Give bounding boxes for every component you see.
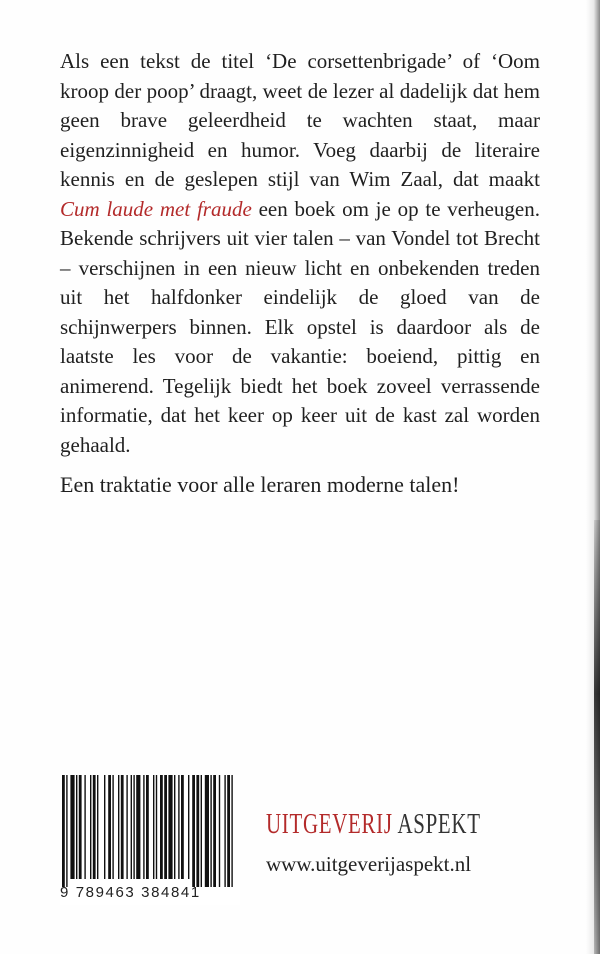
barcode-bar (143, 775, 144, 879)
barcode-bar (108, 775, 111, 879)
barcode-bar (104, 775, 105, 879)
barcode-bar (213, 775, 216, 887)
barcode-bar (174, 775, 175, 879)
blurb-text-part1: Als een tekst de titel ‘De corsettenbrigade’ of ‘Oom kroop der poop’ draagt, weet de lezer al dadelijk dat hem geen brave geleerdheid te wachten staat, maar eigenzinnigheid en humor. Voeg daarbij de literaire kennis en de geslepen stijl van Wim Zaal, dat maakt (60, 49, 540, 191)
barcode-bar (231, 775, 232, 887)
blurb-text-part2: een boek om je op te verheugen. Bekende schrijvers uit vier talen – van Vondel tot Brecht – verschijnen in een nieuw licht en onbekenden treden uit het halfdonker eindelijk de gloed van de schijnwerpers binnen. Elk opstel is daardoor als de laatste les voor de vakantie: boeiend, pittig en animerend. Tegelijk biedt het boek zoveel verrassende informatie, dat het keer op keer uit de kast zal worden gehaald. (60, 196, 540, 457)
barcode-bar (112, 775, 113, 879)
barcode-bar (121, 775, 124, 879)
book-title-italic: Cum laude met fraude (60, 196, 252, 221)
barcode-bar (178, 775, 179, 879)
barcode-bar (192, 775, 195, 887)
barcode-bar (97, 775, 98, 879)
barcode-bar (90, 775, 91, 879)
barcode-bar (93, 775, 96, 879)
barcode-bar (168, 775, 172, 879)
barcode-bar (131, 775, 132, 879)
barcode-bar (227, 775, 230, 887)
barcode-bar (224, 775, 225, 887)
publisher-name-part1: UITGEVERIJ (266, 808, 393, 840)
barcode-bar (66, 775, 67, 887)
barcode-bar (196, 775, 199, 887)
barcode-bar (160, 775, 163, 879)
tagline: Een traktatie voor alle leraren moderne talen! (60, 472, 460, 497)
barcode-bar (156, 775, 157, 879)
barcode-bar (205, 775, 209, 887)
barcode-bar (133, 775, 134, 879)
barcode-bar (188, 775, 189, 879)
page-edge-shadow (586, 0, 600, 954)
blurb-paragraph (60, 47, 540, 460)
barcode-bar (146, 775, 149, 879)
publisher-website: www.uitgeverijaspekt.nl (266, 852, 472, 876)
barcode-bar (62, 775, 65, 887)
barcode-bar (118, 775, 119, 879)
barcode-bar (164, 775, 167, 879)
barcode-bar (70, 775, 74, 879)
barcode-bar (181, 775, 184, 879)
barcode-bar (201, 775, 202, 887)
barcode-bars (60, 775, 240, 887)
isbn-number: 9 789463 384841 (60, 884, 201, 901)
publisher-logo (266, 808, 481, 841)
barcode-bar (136, 775, 140, 879)
barcode-bar (84, 775, 85, 879)
barcode-bar (210, 775, 211, 887)
barcode-bar (76, 775, 77, 879)
publisher-name-part2: ASPEKT (397, 808, 481, 840)
barcode-bar (126, 775, 127, 879)
barcode-bar (79, 775, 82, 879)
barcode-bar (153, 775, 154, 879)
barcode-bar (219, 775, 220, 887)
